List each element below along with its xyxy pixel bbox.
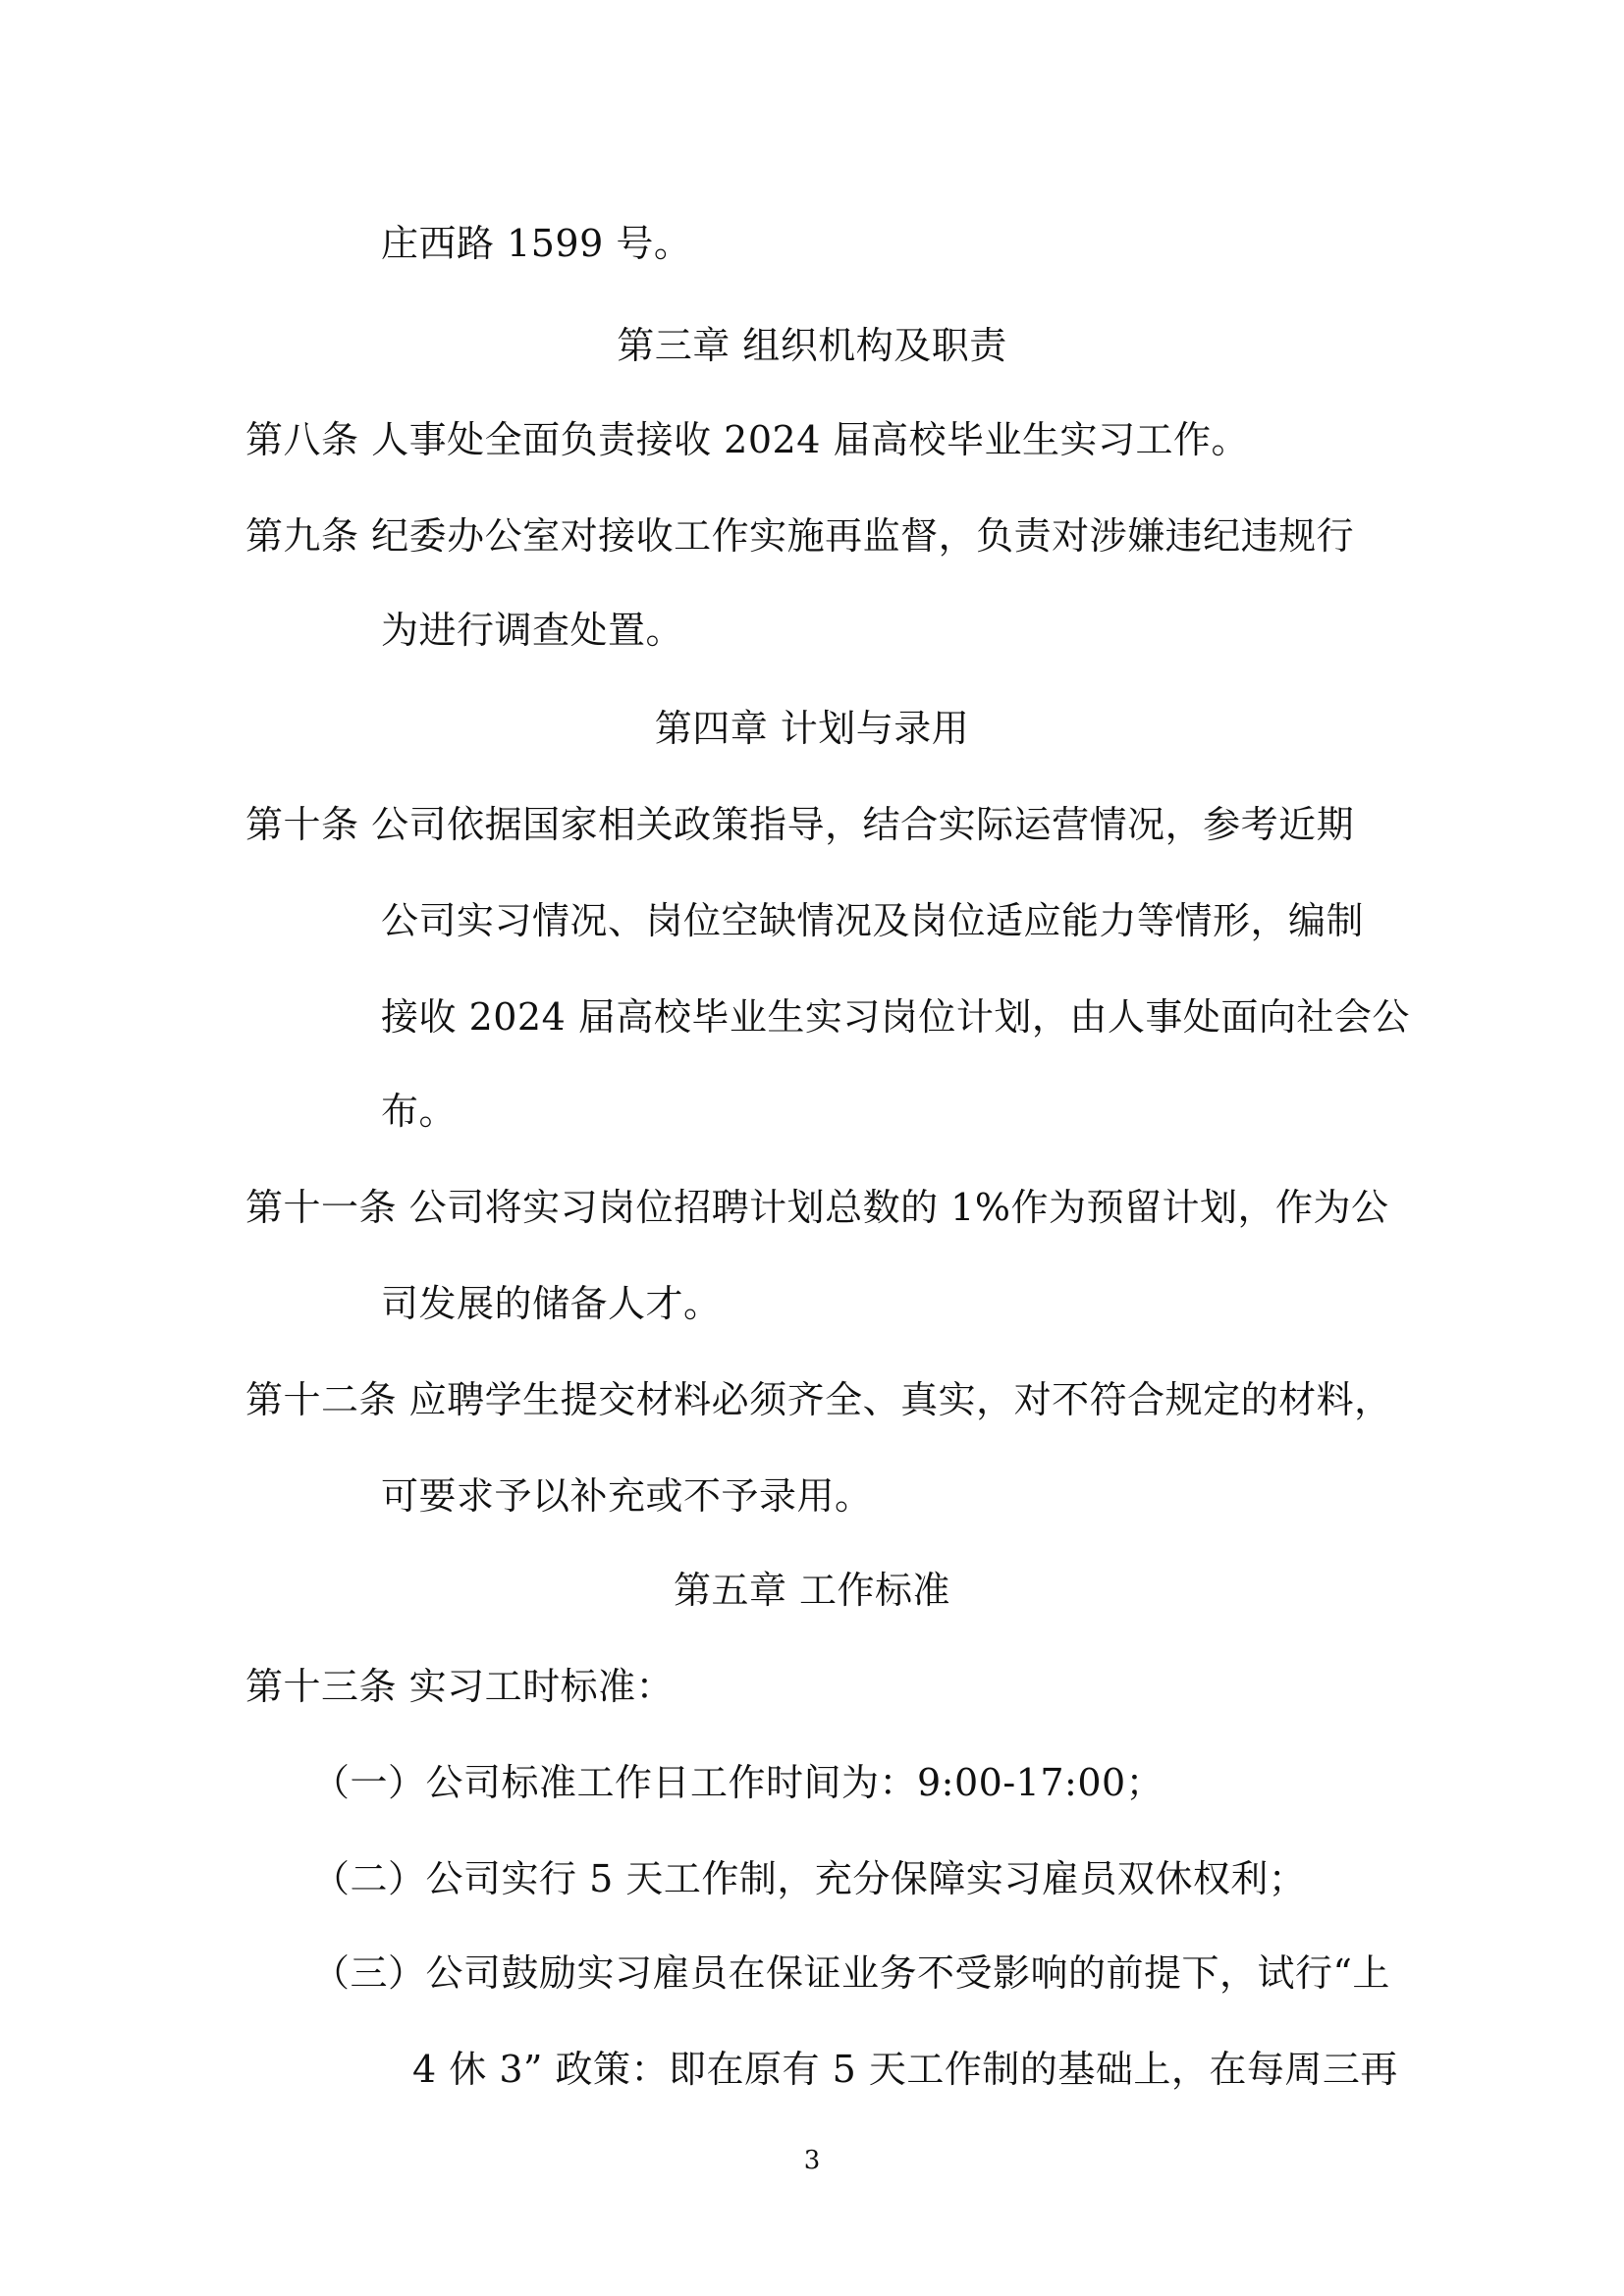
article-line: 第十二条 应聘学生提交材料必须齐全、真实，对不符合规定的材料， (245, 1378, 1392, 1421)
list-item: （一）公司标准工作日工作时间为：9:00-17:00； (312, 1761, 1164, 1804)
text-line: 司发展的储备人才。 (381, 1282, 722, 1325)
article-line: 第十三条 实习工时标准： (245, 1665, 675, 1708)
chapter-heading: 第五章 工作标准 (673, 1569, 951, 1612)
text-line: 公司实习情况、岗位空缺情况及岗位适应能力等情形，编制 (381, 899, 1365, 942)
text-line: 庄西路 1599 号。 (381, 222, 692, 265)
chapter-heading: 第四章 计划与录用 (654, 707, 970, 750)
article-line: 第八条 人事处全面负责接收 2024 届高校毕业生实习工作。 (245, 418, 1249, 461)
article-line: 第九条 纪委办公室对接收工作实施再监督，负责对涉嫌违纪违规行 (245, 514, 1355, 558)
article-line: 第十一条 公司将实习岗位招聘计划总数的 1%作为预留计划，作为公 (245, 1186, 1389, 1229)
article-line: 第十条 公司依据国家相关政策指导，结合实际运营情况，参考近期 (245, 803, 1355, 846)
text-line: 4 休 3” 政策：即在原有 5 天工作制的基础上，在每周三再 (412, 2048, 1398, 2091)
list-item: （三）公司鼓励实习雇员在保证业务不受影响的前提下，试行“上 (312, 1951, 1390, 1995)
text-line: 接收 2024 届高校毕业生实习岗位计划，由人事处面向社会公 (381, 995, 1410, 1039)
page-number: 3 (803, 2146, 821, 2175)
text-line: 可要求予以补充或不予录用。 (381, 1474, 873, 1518)
chapter-heading: 第三章 组织机构及职责 (617, 324, 1007, 367)
text-line: 布。 (381, 1090, 458, 1133)
text-line: 为进行调查处置。 (381, 609, 684, 652)
list-item: （二）公司实行 5 天工作制，充分保障实习雇员双休权利； (312, 1857, 1307, 1900)
